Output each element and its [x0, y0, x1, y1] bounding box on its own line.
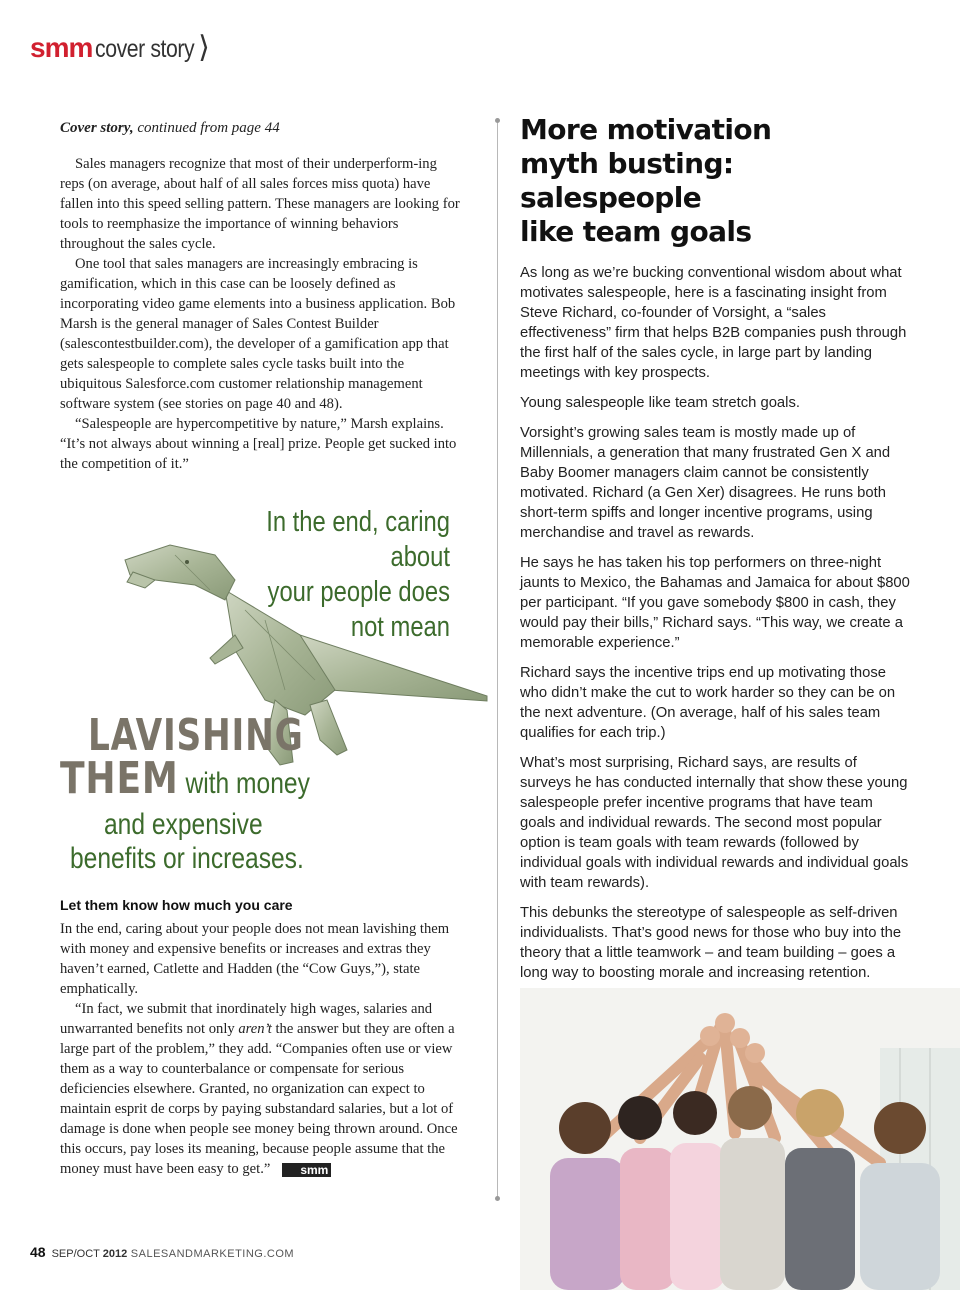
- pull-quote-line: In the end, caring about: [266, 506, 450, 573]
- headline-line: More motivation: [520, 113, 772, 146]
- pull-quote-line: and expensive: [104, 808, 263, 841]
- headline-line: myth busting: salespeople: [520, 147, 734, 214]
- magazine-url: SALESANDMARKETING.COM: [127, 1248, 295, 1260]
- issue-date: SEP/OCT: [51, 1248, 103, 1260]
- body-paragraph: Sales managers recognize that most of their underperform-ing reps (on average, about half of all sales forces miss quota) have fallen into this speed selling pattern. These managers are looking for tools to reemphasize the importance of winning behaviors throughout the sales cycle.: [60, 156, 460, 252]
- divider-dot: [495, 118, 500, 123]
- sidebar-headline: [520, 113, 910, 249]
- body-paragraph: This debunks the stereotype of salespeople as self-driven individualists. That’s good news for those who buy into the theory that a little teamwork – and team building – goes a long way to boosting morale and increasing retention.: [520, 905, 902, 981]
- pull-quote-bottom: [60, 712, 380, 876]
- body-paragraph: Vorsight’s growing sales team is mostly made up of Millennials, a generation that many frustrated Gen X and Baby Boomer managers claim cannot be consistently motivated. Richard (a Gen Xer) disagrees. He runs both short-term spiffs and longer incentive programs, using merchandise and travel as rewards.: [520, 425, 891, 541]
- pull-quote-text: with money: [178, 767, 310, 800]
- pull-quote-top: [212, 505, 450, 645]
- kicker-rest: continued from page 44: [133, 120, 280, 136]
- left-column-section: [60, 895, 460, 1179]
- body-paragraph: Richard says the incentive trips end up motivating those who didn’t make the cut to work harder so they can be on the next adventure. (On average, half of his sales team qualifies for each trip.): [520, 665, 896, 741]
- issue-year: 2012: [102, 1248, 128, 1260]
- section-subhead: Let them know how much you care: [60, 897, 293, 913]
- headline-line: like team goals: [520, 215, 752, 248]
- body-paragraph: What’s most surprising, Richard says, are results of surveys he has conducted internally that show these young salespeople prefer incentive programs that have team goals and individual rewards. The second most popular option is team goals with team rewards (followed by individual goals with individual rewards and individual goals with team rewards).: [520, 755, 909, 891]
- body-text: “In fact, we submit that inordinately high wages, salaries and unwarranted benefits not only: [60, 1001, 433, 1037]
- continuation-kicker: [60, 118, 460, 138]
- body-paragraph: “Salespeople are hypercompetitive by nature,” Marsh explains. “It’s not always about winning a [real] prize. People get sucked into the competition of it.”: [60, 416, 457, 472]
- magazine-logo: smm: [30, 32, 93, 63]
- pull-quote-line: [60, 753, 322, 808]
- pull-quote-emphasis: THEM: [60, 753, 179, 804]
- left-column-article: [60, 118, 460, 474]
- divider-dot: [495, 1196, 500, 1201]
- section-title: cover story: [95, 35, 195, 63]
- pull-quote-line: your people does: [267, 576, 450, 608]
- pull-quote-line: not mean: [350, 611, 450, 643]
- team-high-five-photo: [520, 988, 960, 1290]
- kicker-bold: Cover story,: [60, 120, 134, 136]
- body-emphasis: aren’t: [238, 1021, 272, 1037]
- section-header: [30, 30, 210, 70]
- body-paragraph: As long as we’re bucking conventional wisdom about what motivates salespeople, here is a fascinating insight from Steve Richard, co-founder of Vorsight, a “sales effectiveness” firm that helps B2B companies push through the first half of the sales cycle, in large part by landing meetings with key prospects.: [520, 265, 907, 381]
- page-footer: [30, 1244, 294, 1260]
- body-paragraph: One tool that sales managers are increasingly embracing is gamification, which in this case can be loosely defined as incorporating video game elements into a business application. Bob Marsh is the general manager of Sales Contest Builder (salescontestbuilder.com), the developer of a gamification app that gets salespeople to complete sales cycle tasks built into the ubiquitous Salesforce.com customer relationship management software system (see stories on page 40 and 48).: [60, 256, 456, 412]
- page-number: 48: [30, 1244, 46, 1260]
- body-paragraph: He says he has taken his top performers on three-night jaunts to Mexico, the Bahamas and Jamaica for about $800 per participant. “If you gave somebody $800 in cash, they would pay their bills,” Richard says. “This way, we create a memorable experience.”: [520, 555, 910, 651]
- bracket-glyph: ⟩: [198, 30, 210, 65]
- pull-quote-line: benefits or increases.: [70, 842, 304, 875]
- body-text: the answer but they are often a large part of the problem,” they add. “Companies often use or view them as a way to counterbalance or compensate for serious deficiencies elsewhere. Granted, no organization can expect to maintain esprit de corps by paying substandard salaries, but a lot of damage is done when people see money being thrown around. Once this occurs, pay loses its meaning, because people assume that the money must have been easy to get.”: [60, 1021, 458, 1177]
- photo-illustration: [520, 988, 960, 1290]
- pull-quote-emphasis: LAVISHING: [88, 710, 304, 761]
- body-paragraph: Young salespeople like team stretch goals.: [520, 395, 800, 411]
- end-mark-logo: smm: [282, 1163, 331, 1177]
- column-divider: [497, 120, 498, 1200]
- body-paragraph: [60, 999, 460, 1179]
- right-column-sidebar: [520, 113, 910, 993]
- body-paragraph: In the end, caring about your people does not mean lavishing them with money and expensive benefits or increases and extras they haven’t earned, Catlette and Hadden (the “Cow Guys,”), state emphatically.: [60, 921, 450, 997]
